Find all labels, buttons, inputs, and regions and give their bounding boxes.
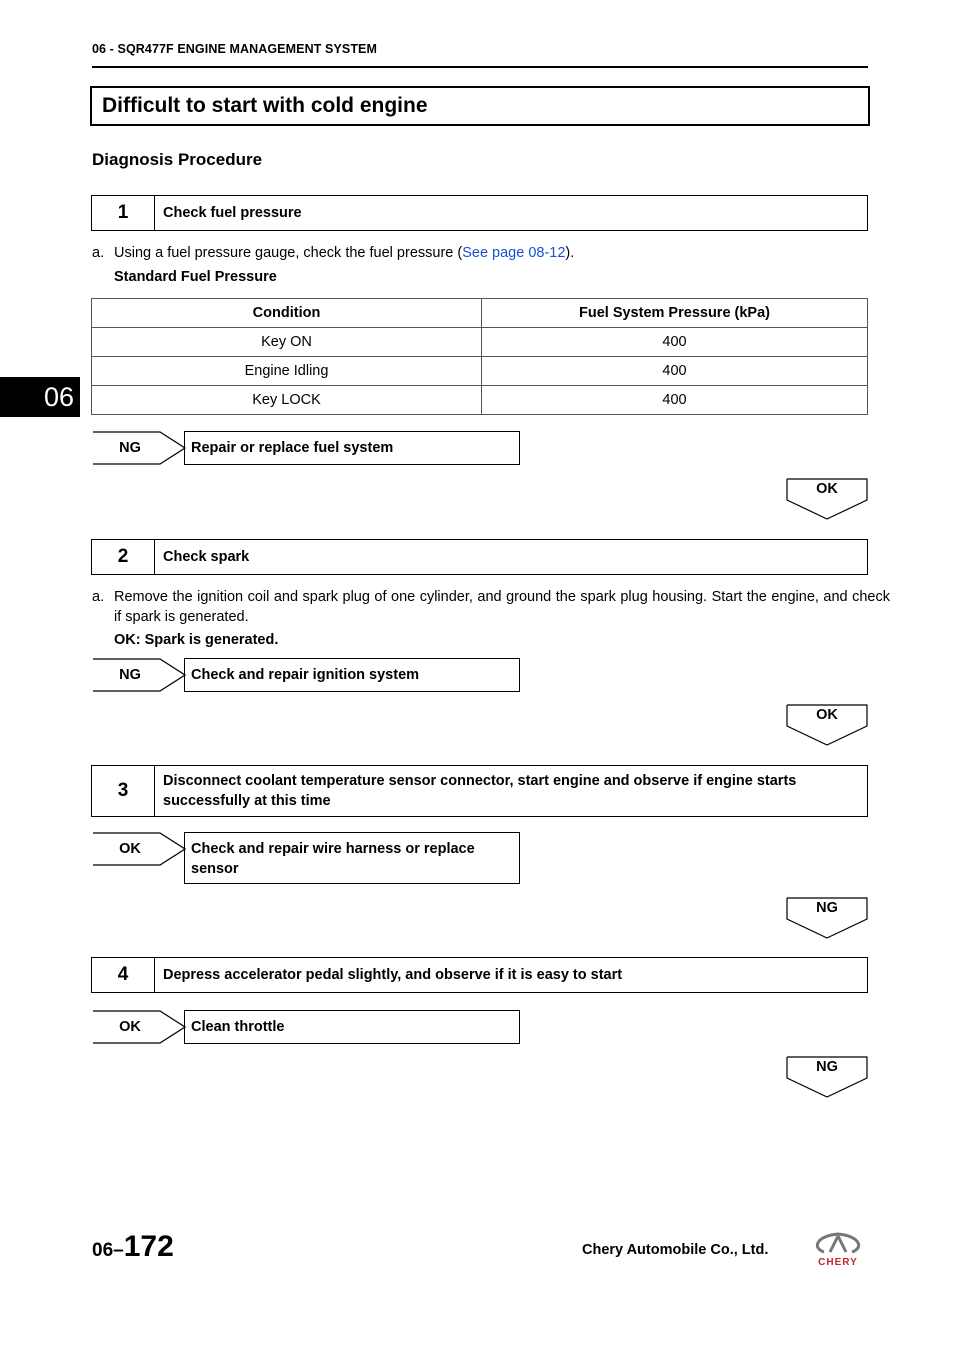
step-1-pass-arrow: OK bbox=[786, 478, 868, 520]
result-action: Clean throttle bbox=[184, 1010, 520, 1044]
result-action: Check and repair wire harness or replace sensor bbox=[184, 832, 520, 884]
diagnosis-subtitle: Diagnosis Procedure bbox=[92, 150, 263, 169]
result-action: Check and repair ignition system bbox=[184, 658, 520, 692]
step-number: 3 bbox=[92, 766, 155, 816]
step-title: Disconnect coolant temperature sensor connector, start engine and observe if engine starts successfully at this time bbox=[163, 773, 797, 809]
step-title: Depress accelerator pedal slightly, and observe if it is easy to start bbox=[163, 967, 623, 983]
result-arrow-tag: NG bbox=[92, 658, 186, 692]
result-arrow-tag: OK bbox=[92, 1010, 186, 1044]
table-header-row bbox=[92, 299, 868, 328]
table-row bbox=[92, 386, 868, 415]
step-4-pass-arrow: NG bbox=[786, 1056, 868, 1098]
page-number-value: 172 bbox=[123, 1230, 174, 1263]
chery-logo bbox=[808, 1230, 868, 1268]
page-prefix: 06– bbox=[92, 1240, 124, 1261]
step-number: 1 bbox=[92, 196, 155, 230]
header-rule bbox=[92, 66, 868, 68]
step-number: 2 bbox=[92, 540, 155, 574]
section-side-tab: 06 bbox=[0, 377, 80, 417]
step-title: Check fuel pressure bbox=[163, 205, 302, 221]
section-title: Difficult to start with cold engine bbox=[102, 94, 428, 117]
step-4-box bbox=[91, 957, 868, 993]
table-cell: Key ON bbox=[92, 328, 482, 357]
table-cell: Key LOCK bbox=[92, 386, 482, 415]
table-title: Standard Fuel Pressure bbox=[114, 269, 277, 285]
result-arrow-tag: OK bbox=[92, 832, 186, 866]
result-arrow-tag: NG bbox=[92, 431, 186, 465]
column-header: Condition bbox=[92, 299, 482, 328]
table-cell: 400 bbox=[482, 357, 868, 386]
page-link[interactable]: See page 08-12 bbox=[462, 245, 566, 261]
table-cell: 400 bbox=[482, 328, 868, 357]
item-label: a. bbox=[92, 589, 105, 605]
table-cell: Engine Idling bbox=[92, 357, 482, 386]
step-1-box bbox=[91, 195, 868, 231]
step-3-pass-arrow: NG bbox=[786, 897, 868, 939]
section-title-box bbox=[90, 86, 870, 126]
step-title: Check spark bbox=[163, 549, 250, 565]
step-number: 4 bbox=[92, 958, 155, 992]
item-label: a. bbox=[92, 245, 105, 261]
table-row bbox=[92, 357, 868, 386]
company-name: Chery Automobile Co., Ltd. bbox=[582, 1242, 769, 1258]
step-1-instruction: a. Using a fuel pressure gauge, check the fuel pressure (See page 08-12). bbox=[92, 245, 575, 261]
step-2-pass-arrow: OK bbox=[786, 704, 868, 746]
ok-condition: OK: Spark is generated. bbox=[114, 632, 279, 648]
chery-logo-icon bbox=[808, 1230, 868, 1268]
fuel-pressure-table bbox=[91, 298, 868, 415]
svg-text:CHERY: CHERY bbox=[818, 1257, 858, 1268]
step-2-box bbox=[91, 539, 868, 575]
column-header: Fuel System Pressure (kPa) bbox=[482, 299, 868, 328]
result-action: Repair or replace fuel system bbox=[184, 431, 520, 465]
table-cell: 400 bbox=[482, 386, 868, 415]
header-title: 06 - SQR477F ENGINE MANAGEMENT SYSTEM bbox=[92, 42, 377, 56]
table-row bbox=[92, 328, 868, 357]
page-number bbox=[92, 1230, 174, 1264]
step-3-box bbox=[91, 765, 868, 817]
step-2-instruction: a. Remove the ignition coil and spark plug of one cylinder, and ground the spark plug housing. Start the engine, and check if spark is generated. bbox=[92, 589, 890, 625]
